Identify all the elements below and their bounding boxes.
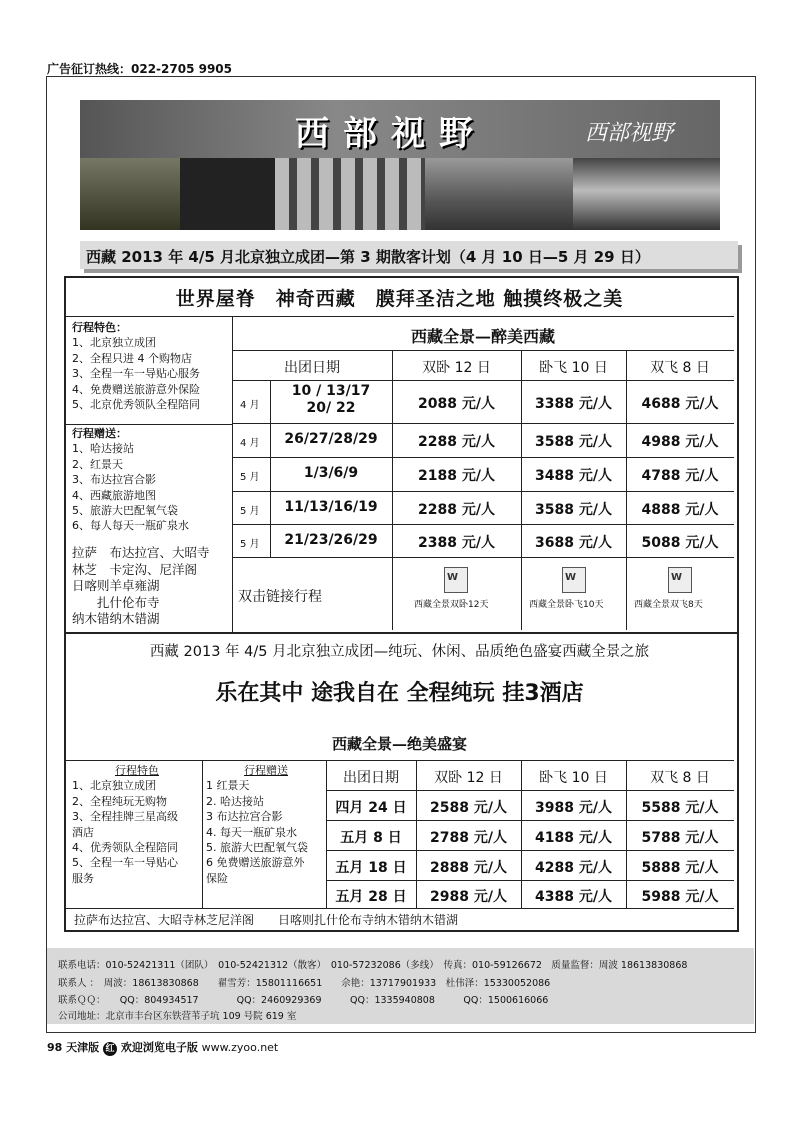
s1-row-dates: 1/3/6/9 [303, 465, 359, 481]
banner-photo-lake [425, 158, 573, 230]
section2-slogan: 乐在其中 途我自在 全程纯玩 挂3酒店 [215, 681, 584, 706]
feature-item: 3、全程挂牌三星高级 [72, 810, 178, 824]
s1-row-price-3: 5088 元/人 [641, 535, 719, 551]
contact-address: 公司地址：北京市丰台区东铁营苇子坑 109 号院 619 室 [58, 1011, 297, 1022]
s2-header-double-fly: 双飞 8 日 [650, 770, 710, 786]
gift-item: 6 免费赠送旅游意外 [206, 856, 305, 870]
feature-item: 酒店 [72, 825, 94, 839]
s1-row-price-1: 2088 元/人 [418, 396, 495, 412]
word-doc-icon[interactable]: W [444, 567, 468, 593]
page-footer [47, 1039, 278, 1056]
s1-row-price-2: 3588 元/人 [535, 434, 612, 450]
feature-item: 2、全程纯玩无购物 [72, 794, 167, 808]
gift-item: 3、布达拉宫合影 [72, 473, 156, 487]
place-item: 纳木错纳木错湖 [72, 611, 160, 626]
page-number: 98 天津版 [47, 1041, 100, 1054]
s1-row-price-2: 3488 元/人 [535, 468, 612, 484]
features-title: 行程特色： [72, 321, 127, 334]
s1-row-month: 4 月 [240, 400, 260, 411]
s1-row-month: 5 月 [240, 506, 260, 517]
feature-item: 5、全程一车一导贴心 [72, 856, 178, 870]
s1-row-price-1: 2288 元/人 [418, 502, 495, 518]
section1-gifts [72, 426, 232, 534]
period-title: 西藏 2013 年 4/5 月北京独立成团—第 3 期散客计划（4 月 10 日—5 月 29 日） [86, 248, 650, 266]
s2-header-double-sleeper: 双卧 12 日 [434, 770, 503, 786]
s1-row-price-3: 4788 元/人 [641, 468, 719, 484]
section2-gifts [206, 763, 326, 886]
place-item: 扎什伦布寺 [72, 594, 160, 610]
s1-row-dates: 26/27/28/29 [284, 431, 378, 447]
gift-item: 3 布达拉宫合影 [206, 810, 283, 824]
itinerary-link-label: 双击链接行程 [238, 589, 322, 605]
s2-row-price-3: 5788 元/人 [641, 830, 719, 846]
feature-item: 1、北京独立成团 [72, 336, 156, 350]
word-doc-icon[interactable]: W [562, 567, 586, 593]
s2-row-price-2: 4288 元/人 [535, 860, 612, 876]
s2-row-price-3: 5588 元/人 [641, 800, 719, 816]
s1-header-date: 出团日期 [284, 360, 340, 376]
s1-row-price-1: 2188 元/人 [418, 468, 495, 484]
feature-item: 服务 [72, 871, 94, 885]
gift-item: 4、西藏旅游地图 [72, 488, 156, 502]
contact-persons: 联系人 ： 周波：18613830868 翟雪芳：15801116651 佘艳：13717901933 杜伟泽：15330052086 [58, 978, 551, 989]
feature-item: 4、优秀领队全程陪同 [72, 841, 178, 855]
s2-row-price-2: 4188 元/人 [535, 830, 612, 846]
feature-item: 2、全程只进 4 个购物店 [72, 351, 192, 365]
gift-item: 4. 每天一瓶矿泉水 [206, 825, 297, 839]
doc-link-double-sleeper[interactable]: 西藏全景双卧12天 [414, 600, 489, 610]
place-item: 林芝 卡定沟、尼洋阁 [72, 561, 198, 577]
section1-product-title: 西藏全景—醉美西藏 [410, 327, 555, 346]
doc-link-sleeper-fly[interactable]: 西藏全景卧飞10天 [529, 600, 604, 610]
logo-icon: 红 [103, 1042, 117, 1056]
s1-row-month: 5 月 [240, 472, 260, 483]
gift-item: 2、红景天 [72, 457, 123, 471]
s2-row-price-1: 2888 元/人 [430, 860, 507, 876]
banner-signature: 西部视野 [585, 121, 674, 146]
s1-row-month: 4 月 [240, 438, 260, 449]
footer-url[interactable]: www.zyoo.net [201, 1041, 279, 1054]
contact-phones: 联系电话：010-52421311（团队） 010-52421312（散客） 010-57232086（多线） 传真：010-59126672 质量监督：周波 18613830868 [58, 960, 688, 971]
gift-item: 保险 [206, 871, 228, 885]
s2-row-date: 五月 18 日 [335, 860, 407, 876]
s1-header-double-sleeper: 双卧 12 日 [422, 360, 491, 376]
period-title-bar [80, 241, 738, 269]
place-item: 拉萨 布达拉宫、大昭寺 [72, 545, 210, 560]
feature-item: 5、北京优秀领队全程陪同 [72, 398, 200, 412]
gifts-title: 行程赠送 [244, 764, 288, 777]
gift-item: 1 红景天 [206, 779, 250, 793]
ad-hotline: 广告征订热线：022-2705 9905 [47, 62, 233, 76]
banner-title: 西部视野 [295, 114, 487, 154]
gift-item: 6、每人每天一瓶矿泉水 [72, 519, 189, 533]
section1-slogan: 世界屋脊 神奇西藏 膜拜圣洁之地 触摸终极之美 [175, 288, 624, 310]
s2-row-price-3: 5988 元/人 [641, 889, 719, 905]
s2-row-date: 五月 8 日 [340, 830, 402, 846]
s1-row-price-1: 2388 元/人 [418, 535, 495, 551]
s1-row-price-3: 4988 元/人 [641, 434, 719, 450]
s2-row-price-1: 2588 元/人 [430, 800, 507, 816]
s1-row-price-3: 4688 元/人 [641, 396, 719, 412]
contact-qq: 联系ＱＱ： QQ：804934517 QQ：2460929369 QQ：1335940808 QQ：1500616066 [58, 995, 549, 1006]
section2-features [72, 763, 202, 886]
s2-header-date: 出团日期 [343, 770, 399, 786]
banner-photo-child [80, 158, 180, 230]
gift-item: 5、旅游大巴配氧气袋 [72, 504, 178, 518]
s2-row-price-2: 3988 元/人 [535, 800, 612, 816]
s1-header-double-fly: 双飞 8 日 [650, 360, 710, 376]
s2-row-price-2: 4388 元/人 [535, 889, 612, 905]
s1-row-price-2: 3588 元/人 [535, 502, 612, 518]
s1-row-dates: 11/13/16/19 [284, 499, 378, 515]
feature-item: 1、北京独立成团 [72, 779, 156, 793]
s2-row-date: 四月 24 日 [335, 800, 407, 816]
gift-item: 1、哈达接站 [72, 442, 134, 456]
s1-row-price-2: 3688 元/人 [535, 535, 612, 551]
banner [80, 100, 720, 230]
dates-line: 20/ 22 [306, 400, 356, 416]
s1-row-price-1: 2288 元/人 [418, 434, 495, 450]
features-title: 行程特色 [115, 764, 159, 777]
s1-row-price-2: 3388 元/人 [535, 396, 612, 412]
section2-product-title: 西藏全景—绝美盛宴 [331, 735, 467, 753]
s2-row-price-1: 2988 元/人 [430, 889, 507, 905]
s1-row-dates: 21/23/26/29 [284, 532, 378, 548]
gift-item: 2. 哈达接站 [206, 794, 264, 808]
s2-row-price-1: 2788 元/人 [430, 830, 507, 846]
feature-item: 4、免费赠送旅游意外保险 [72, 382, 200, 396]
s2-row-date: 五月 28 日 [335, 889, 407, 905]
banner-photo-prayer-wheels [275, 158, 425, 230]
dates-line: 10 / 13/17 [291, 383, 371, 399]
s1-row-price-3: 4888 元/人 [641, 502, 719, 518]
gifts-title: 行程赠送： [72, 427, 127, 440]
banner-photo-mountains [573, 158, 720, 230]
section1-features [72, 320, 232, 412]
doc-link-double-fly[interactable]: 西藏全景双飞8天 [634, 600, 703, 610]
section2-route: 拉萨布达拉宫、大昭寺林芝尼洋阁 日喀则扎什伦布寺纳木错纳木错湖 [74, 913, 459, 927]
s1-row-dates [270, 383, 392, 417]
section2-subtitle: 西藏 2013 年 4/5 月北京独立成团—纯玩、休闲、品质绝色盛宴西藏全景之旅 [149, 644, 650, 660]
s2-row-price-3: 5888 元/人 [641, 860, 719, 876]
s2-header-sleeper-fly: 卧飞 10 日 [539, 770, 608, 786]
s1-row-month: 5 月 [240, 539, 260, 550]
section1-places [72, 545, 232, 628]
place-item: 日喀则羊卓雍湖 [72, 578, 160, 593]
gift-item: 5. 旅游大巴配氧气袋 [206, 841, 308, 855]
footer-text: 欢迎浏览电子版 [120, 1041, 198, 1054]
s1-header-sleeper-fly: 卧飞 10 日 [539, 360, 608, 376]
word-doc-icon[interactable]: W [668, 567, 692, 593]
feature-item: 3、全程一车一导贴心服务 [72, 367, 200, 381]
